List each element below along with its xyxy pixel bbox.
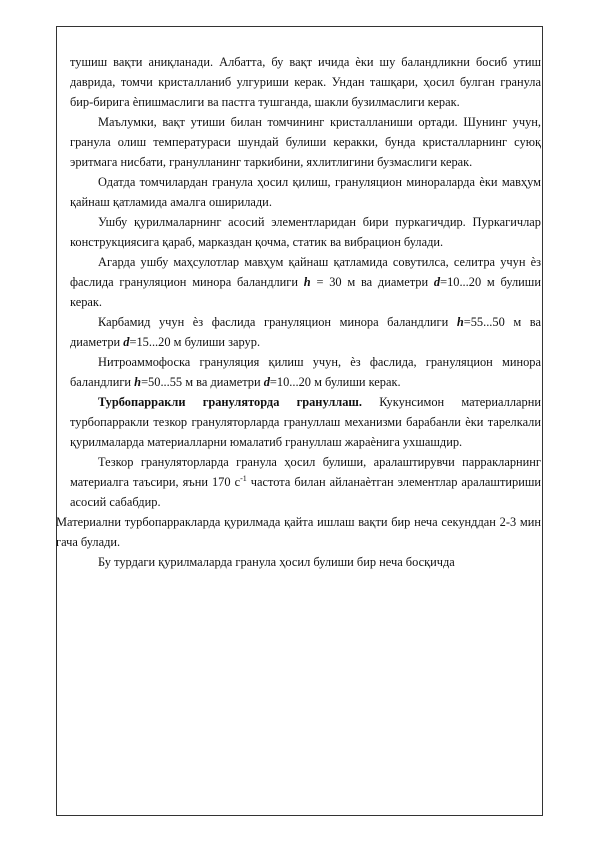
paragraph-8 [70,392,541,452]
paragraph-11 [70,552,541,572]
height-symbol: h [456,315,464,329]
paragraph-1 [70,52,541,112]
paragraph-1-text: тушиш вақти аниқланади. Албатта, бу вақт ичида ѐки шу баландликни босиб утиш даврида, томчи кристалланиб улгуриши керак. Ундан ташқари, ҳосил булган гранула бир-бирига ѐпишмаслиги ва пастга тушганда, шакли бузилмаслиги керак. [70,55,541,109]
paragraph-11-text: Бу турдаги қурилмаларда гранула ҳосил булиши бир неча босқичда [98,555,455,569]
diameter-value: =10...20 м булиши керак. [269,375,401,389]
height-symbol: h [303,275,311,289]
height-value: =50...55 м ва диаметри [141,375,264,389]
paragraph-6-text: Карбамид учун ѐз фаслида грануляцион минора баландлиги [98,315,457,329]
height-value: = 30 м ва диаметри [310,275,434,289]
paragraph-7-text: Нитроаммофоска грануляция қилиш учун, ѐз фаслида, грануляцион минора баландлиги [70,355,541,389]
diameter-value: =10...20 м булиши керак. [70,275,541,309]
paragraph-10 [56,512,541,552]
paragraph-4 [70,212,541,252]
diameter-symbol: d [263,375,270,389]
diameter-symbol: d [433,275,441,289]
paragraph-2-text: Маълумки, вақт утиши билан томчининг кристалланиши ортади. Шунинг учун, гранула олиш температураси шундай булиши керакки, бунда кристалларнинг суюқ эритмага нисбати, гранулланинг таркибини, яхлитлигини бузмаслиги керак. [70,115,541,169]
section-heading: Турбопарракли грануляторда грануллаш. [98,395,362,409]
diameter-symbol: d [123,335,130,349]
paragraph-5 [70,252,541,312]
paragraph-3 [70,172,541,212]
document-body [56,52,541,572]
paragraph-6 [70,312,541,352]
paragraph-9 [70,452,541,512]
frequency-superscript: -1 [240,473,247,483]
height-value: =55...50 м ва диаметри [70,315,541,349]
height-symbol: h [134,375,142,389]
paragraph-2 [70,112,541,172]
paragraph-10-text: Материални турбопарракларда қурилмада қайта ишлаш вақти бир неча секунддан 2-3 мин гача булади. [56,515,541,549]
paragraph-4-text: Ушбу қурилмаларнинг асосий элементларидан бири пуркагичдир. Пуркагичлар конструкциясига қараб, марказдан қочма, статик ва вибрацион булади. [70,215,541,249]
paragraph-9-text-before: Тезкор грануляторларда гранула ҳосил булиши, аралаштирувчи парракларнинг материалга таъсири, яъни 170 с [70,455,541,489]
paragraph-5-text: Агарда ушбу маҳсулотлар мавҳум қайнаш қатламида совутилса, селитра учун ѐз фаслида грануляцион минора баландлиги [70,255,541,289]
diameter-value: =15...20 м булиши зарур. [129,335,261,349]
paragraph-9-text-after: частота билан айланаѐтган элементлар аралаштириши асосий сабабдир. [70,475,541,509]
paragraph-8-text: Кукунсимон материалларни турбопарракли тезкор грануляторларда грануллаш механизми барабанли ѐки тарелкали қурилмаларда материалларни юмалатиб грануллаш жараѐнига ухшашдир. [70,395,541,449]
paragraph-3-text: Одатда томчилардан гранула ҳосил қилиш, грануляцион минораларда ѐки мавҳум қайнаш қатламида амалга оширилади. [70,175,541,209]
paragraph-7 [70,352,541,392]
